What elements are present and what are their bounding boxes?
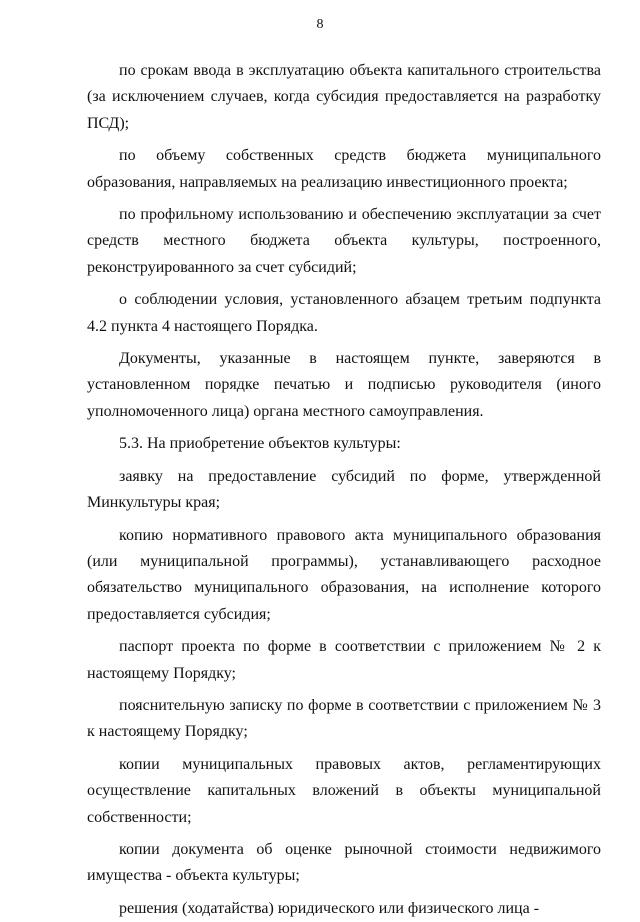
paragraph: копию нормативного правового акта муниципального образования (или муниципальной программы), устанавливающего расходное обязательство муниципального образования, на исполнение которого предоставляется субсидия; bbox=[87, 526, 601, 623]
paragraph: заявку на предоставление субсидий по форме, утвержденной Минкультуры края; bbox=[87, 467, 601, 512]
page-number: 8 bbox=[316, 17, 324, 32]
paragraph: решения (ходатайства) юридического или физического лица - bbox=[119, 899, 540, 917]
paragraph: по объему собственных средств бюджета муниципального образования, направляемых на реализацию инвестиционного проекта; bbox=[87, 147, 601, 191]
paragraph: копии муниципальных правовых актов, регламентирующих осуществление капитальных вложений в объекты муниципальной собственности; bbox=[87, 755, 601, 826]
paragraph: по профильному использованию и обеспечению эксплуатации за счет средств местного бюджета объекта культуры, построенного, реконструированного за счет субсидий; bbox=[87, 206, 601, 276]
paragraph: паспорт проекта по форме в соответствии с приложением № 2 к настоящему Порядку; bbox=[87, 638, 601, 682]
paragraph: Документы, указанные в настоящем пункте, заверяются в установленном порядке печатью и подписью руководителя (иного уполномоченного лица) органа местного самоуправления. bbox=[87, 350, 601, 420]
paragraph: по срокам ввода в эксплуатацию объекта капитального строительства (за исключением случаев, когда субсидия предоставляется на разработку ПСД); bbox=[87, 62, 601, 132]
paragraph: пояснительную записку по форме в соответствии с приложением № 3 к настоящему Порядку; bbox=[87, 696, 601, 741]
document-body bbox=[87, 58, 601, 922]
paragraph: о соблюдении условия, установленного абзацем третьим подпункта 4.2 пункта 4 настоящего Порядка. bbox=[87, 291, 601, 335]
paragraph: копии документа об оценке рыночной стоимости недвижимого имущества - объекта культуры; bbox=[87, 840, 601, 885]
section-heading: 5.3. На приобретение объектов культуры: bbox=[119, 435, 401, 453]
